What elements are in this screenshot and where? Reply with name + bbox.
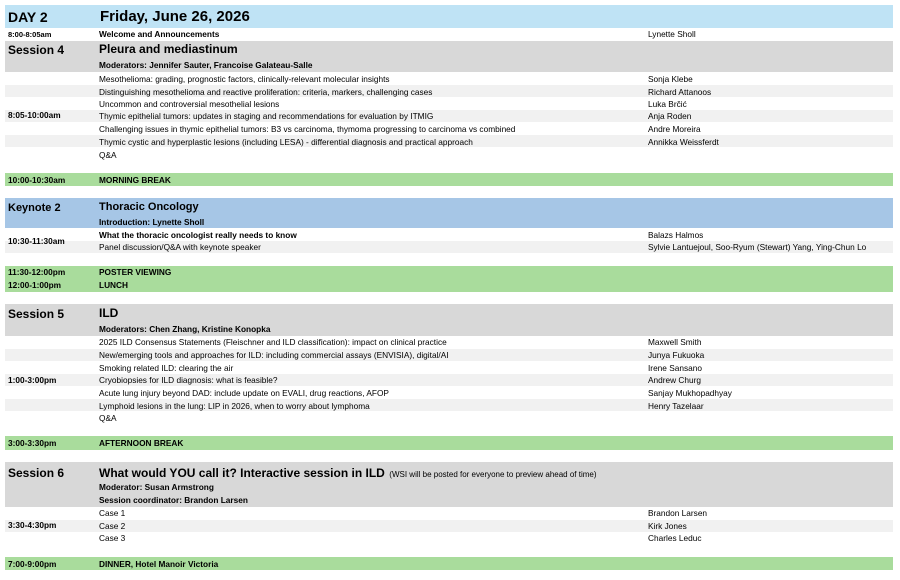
lunch-time: 12:00-1:00pm: [8, 280, 62, 290]
talk-title: Distinguishing mesothelioma and reactive proliferation: criteria, markers, challenging cases: [99, 87, 433, 97]
talk-title: What the thoracic oncologist really needs to know: [99, 230, 297, 240]
talk-speaker: Kirk Jones: [648, 521, 687, 531]
talk-speaker: Brandon Larsen: [648, 508, 708, 518]
session4-title: Pleura and mediastinum: [99, 42, 238, 56]
session6-moderator: Moderator: Susan Armstrong: [99, 482, 214, 492]
welcome-speaker: Lynette Sholl: [648, 29, 696, 39]
session4-label: Session 4: [8, 43, 65, 57]
talk-title: Case 1: [99, 508, 126, 518]
session4-moderators: Moderators: Jennifer Sauter, Francoise Galateau-Salle: [99, 60, 313, 70]
talk-title: Uncommon and controversial mesothelial lesions: [99, 99, 280, 109]
session5-time: 1:00-3:00pm: [8, 375, 57, 385]
morning-break-time: 10:00-10:30am: [8, 175, 66, 185]
talk-speaker: Junya Fukuoka: [648, 350, 705, 360]
welcome-title: Welcome and Announcements: [99, 29, 220, 39]
talk-speaker: Andrew Churg: [648, 375, 702, 385]
poster-title: POSTER VIEWING: [99, 267, 172, 277]
talk-title: Panel discussion/Q&A with keynote speaker: [99, 242, 261, 252]
talk-speaker: Anja Roden: [648, 111, 692, 121]
session6-title: What would YOU call it? Interactive session in ILD: [99, 466, 385, 480]
talk-speaker: Luka Brčić: [648, 99, 687, 109]
day-date: Friday, June 26, 2026: [100, 8, 250, 25]
session6-title-line: [99, 464, 597, 482]
talk-title: Cryobiopsies for ILD diagnosis: what is feasible?: [99, 375, 278, 385]
talk-speaker: Charles Leduc: [648, 533, 702, 543]
talk-speaker: Richard Attanoos: [648, 87, 712, 97]
talk-title: Acute lung injury beyond DAD: include update on EVALI, drug reactions, AFOP: [99, 388, 389, 398]
talk-title: Thymic epithelial tumors: updates in staging and recommendations for evaluation by ITMIG: [99, 111, 434, 121]
talk-title: 2025 ILD Consensus Statements (Fleischner and ILD classification): impact on clinical practice: [99, 337, 447, 347]
talk-title: New/emerging tools and approaches for ILD: including commercial assays (ENVISIA), digital/AI: [99, 350, 449, 360]
session6-coordinator: Session coordinator: Brandon Larsen: [99, 495, 248, 505]
keynote-title: Thoracic Oncology: [99, 201, 199, 213]
talk-speaker: Sanjay Mukhopadhyay: [648, 388, 732, 398]
talk-speaker: Maxwell Smith: [648, 337, 702, 347]
talk-speaker: Henry Tazelaar: [648, 401, 704, 411]
session5-title: ILD: [99, 306, 119, 320]
keynote-label: Keynote 2: [8, 202, 61, 214]
afternoon-break-time: 3:00-3:30pm: [8, 438, 57, 448]
talk-title: Q&A: [99, 413, 117, 423]
keynote-time: 10:30-11:30am: [8, 236, 65, 246]
dinner-title: DINNER, Hotel Manoir Victoria: [99, 559, 219, 569]
talk-title: Challenging issues in thymic epithelial tumors: B3 vs carcinoma, thymoma progressing to carcinoma vs combined: [99, 124, 516, 134]
talk-speaker: Balazs Halmos: [648, 230, 704, 240]
dinner-time: 7:00-9:00pm: [8, 559, 57, 569]
talk-speaker: Annikka Weissferdt: [648, 137, 719, 147]
talk-title: Q&A: [99, 150, 117, 160]
talk-speaker: Andre Moreira: [648, 124, 701, 134]
poster-time: 11:30-12:00pm: [8, 267, 66, 277]
morning-break-title: MORNING BREAK: [99, 175, 171, 185]
keynote-intro: Introduction: Lynette Sholl: [99, 217, 205, 227]
talk-speaker: Sonja Klebe: [648, 74, 693, 84]
talk-title: Smoking related ILD: clearing the air: [99, 363, 234, 373]
session6-label: Session 6: [8, 466, 65, 480]
session5-moderators: Moderators: Chen Zhang, Kristine Konopka: [99, 324, 271, 334]
talk-title: Case 3: [99, 533, 126, 543]
lunch-title: LUNCH: [99, 280, 129, 290]
talk-title: Case 2: [99, 521, 126, 531]
day-label: DAY 2: [8, 9, 48, 25]
talk-title: Mesothelioma: grading, prognostic factors, clinically-relevant molecular insights: [99, 74, 390, 84]
session4-time: 8:05-10:00am: [8, 110, 61, 120]
talk-title: Thymic cystic and hyperplastic lesions (including LESA) - differential diagnosis and practical approach: [99, 137, 473, 147]
welcome-time: 8:00-8:05am: [8, 30, 52, 39]
session6-time: 3:30-4:30pm: [8, 520, 57, 530]
talk-speaker: Irene Sansano: [648, 363, 702, 373]
session5-label: Session 5: [8, 307, 65, 321]
afternoon-break-title: AFTERNOON BREAK: [99, 438, 184, 448]
session6-note: (WSI will be posted for everyone to preview ahead of time): [389, 470, 597, 479]
talk-speaker: Sylvie Lantuejoul, Soo-Ryum (Stewart) Yang, Ying-Chun Lo: [648, 242, 867, 252]
talk-title: Lymphoid lesions in the lung: LIP in 2026, when to worry about lymphoma: [99, 401, 370, 411]
